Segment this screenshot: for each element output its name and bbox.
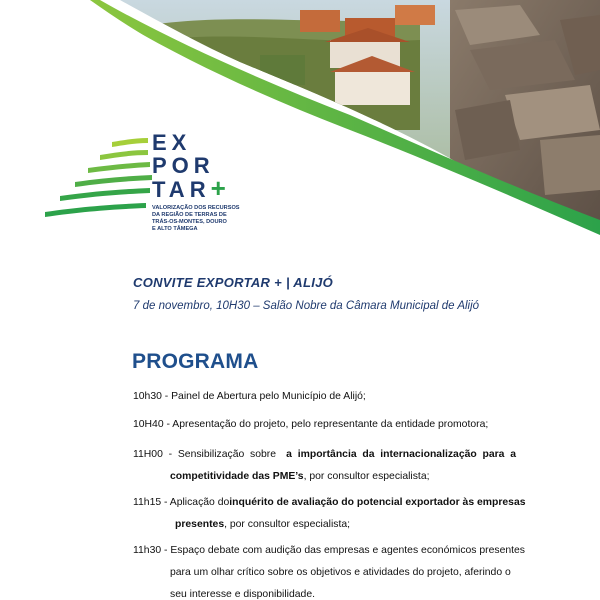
program-item-text: para um olhar crítico sobre os objetivos e atividades do projeto, aferindo o [170, 567, 511, 578]
header-banner [0, 0, 600, 260]
invite-subtitle: 7 de novembro, 10H30 – Salão Nobre da Câmara Municipal de Alijó [133, 300, 480, 312]
invite-title: CONVITE EXPORTAR + | ALIJÓ [133, 275, 334, 290]
logo-wordmark [152, 130, 262, 203]
program-item-text: 11h15 - Aplicação do [133, 497, 230, 508]
program-item-text: 11H00 - Sensibilização sobre [133, 449, 277, 460]
program-item-text: , por consultor especialista; [224, 519, 350, 530]
program-item-1 [133, 386, 516, 408]
program-item-text: 11h30 - Espaço debate com audição das empresas e agentes económicos presentes [133, 545, 526, 556]
program-item-bold: inquérito de avaliação do potencial exportador às empresas [229, 497, 526, 508]
program-item-2 [133, 414, 516, 436]
program-item-3 [133, 444, 516, 488]
logo-tagline [152, 205, 262, 233]
logo-tagline-line: TRÁS-OS-MONTES, DOURO [152, 219, 227, 225]
logo-line-3-text: TAR [152, 177, 211, 202]
logo-tagline-line: E ALTO TÂMEGA [152, 226, 198, 232]
program-item-bold: a importância da internacionalização para a [286, 449, 516, 460]
logo-tagline-line: VALORIZAÇÃO DOS RECURSOS [152, 205, 240, 211]
logo-line-1: EX [152, 130, 192, 155]
logo-line-3 [152, 173, 262, 203]
program-item-text: 10H40 - Apresentação do projeto, pelo representante da entidade promotora; [133, 419, 489, 430]
logo-tagline-line: DA REGIÃO DE TERRAS DE [152, 212, 227, 218]
program-item-bold: competitividade das PME’s [170, 471, 304, 482]
logo-line-2: POR [152, 153, 215, 178]
programa-heading: PROGRAMA [132, 350, 259, 373]
program-item-5 [133, 540, 526, 600]
program-item-text: , por consultor especialista; [303, 471, 430, 482]
program-item-text: seu interesse e disponibilidade. [170, 589, 315, 600]
logo-plus: + [210, 173, 226, 203]
program-item-text: 10h30 - Painel de Abertura pelo Município de Alijó; [133, 391, 366, 402]
program-item-bold: presentes [175, 519, 225, 530]
program-item-4 [133, 492, 526, 536]
